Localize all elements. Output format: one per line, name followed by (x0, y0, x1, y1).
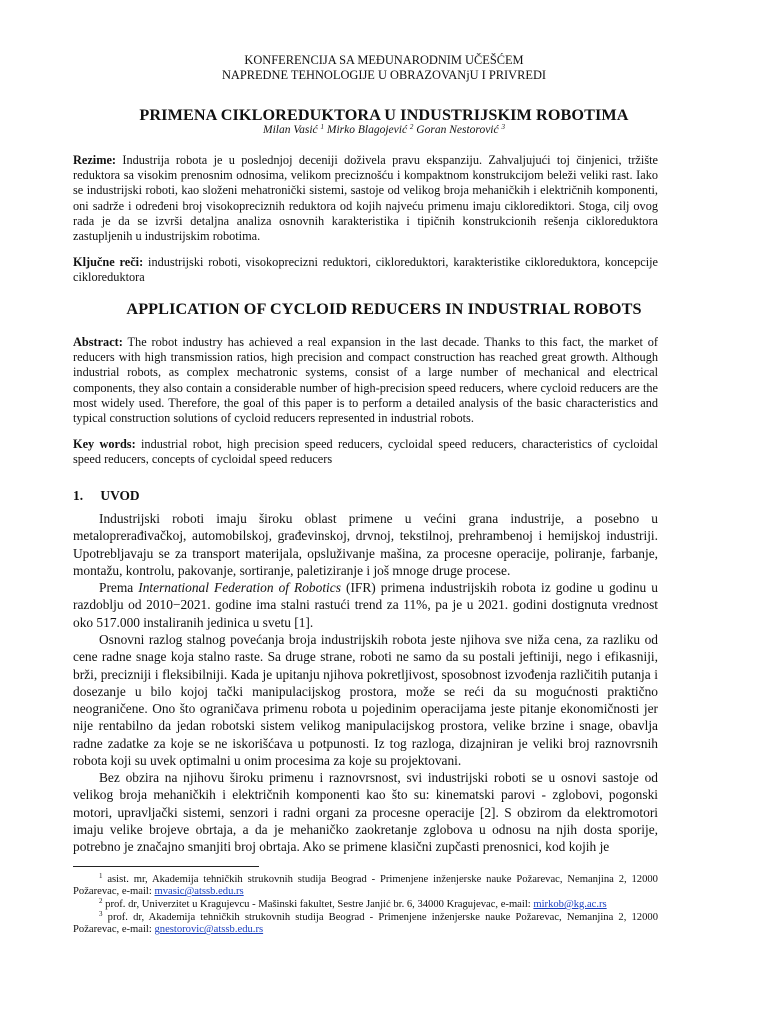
author-2: Mirko Blagojević (326, 124, 408, 136)
abstract-sr (73, 153, 658, 244)
footnote-1-mark: 1 (99, 872, 103, 880)
body-paragraph-3: Osnovni razlog stalnog povećanja broja industrijskih robota jeste njihova sve niža cena, za razliku od cene radne snage koja stalno raste. Sa druge strane, roboti ne samo da su postali jeftiniji, nego i efikasniji, brži, precizniji i fleksibilniji. Kada je upitanju njihova pokretljivost, sposobnost izvođenja različitih putanja i dosezanje u bilo kojoj tački manipulacijskog prostora, može se reći da su mogućnosti praktično neograničene. Ono što ograničava primenu robota u pojedinim operacijama jeste pitanje ekonomičnosti jer nije rentabilno da jedan robotski sistem velikog manipulacijskog prostora, velike brzine i snage, obavlja radne zadatke za koje se ne iskorišćava u potpunosti. Iz tog razloga, dizajniran je veliki broj raznovrsnih robota koji su uvek optimalni u onim procesima za koje su projektovani. (73, 632, 658, 769)
abstract-sr-label: Rezime: (73, 153, 117, 167)
keywords-sr-text: industrijski roboti, visokoprecizni reduktori, cikloreduktori, karakteristike cikloreduktora, koncepcije cikloreduktora (73, 255, 658, 285)
conference-name (0, 53, 768, 83)
author-3: Goran Nestorović (416, 124, 499, 136)
body-paragraph-1: Industrijski roboti imaju široku oblast primene u većini grana industrije, a posebno u metaloprerađivačkoj, automobilskoj, građevinskoj, drvnoj, tekstilnoj, prehrambenoj i hemijskoj industriji. Upotrebljavaju se za transport materijala, opsluživanje mašina, za procesne operacije, poliranje, farbanje, montažu, kontrolu, pakovanje, sortiranje, paletiziranje i još mnoge druge procese. (73, 511, 658, 578)
footnote-1-email-link[interactable]: mvasic@atssb.edu.rs (154, 886, 244, 898)
abstract-en-text: The robot industry has achieved a real expansion in the last decade. Thanks to this fact, the market of reducers with high transmission ratios, high precision and compact construction has reached great growth. Although industrial robots, as complex mechatronic systems, consist of a large number of mechanical and electrical components, they also contain a considerable number of high-precision speed reducers, where cycloid reducers are the most widely used. Therefore, the goal of this paper is to perform a detailed analysis of the basic characteristics and typical construction solutions of cycloid reducers represented in industrial robots. (73, 335, 658, 426)
footnote-3 (73, 912, 658, 936)
footnote-1 (73, 874, 658, 898)
author-2-mark: 2 (409, 123, 414, 131)
footnote-2 (73, 899, 658, 911)
footnote-2-text: prof. dr, Univerzitet u Kragujevcu - Mašinski fakultet, Sestre Janjić br. 6, 34000 Kragujevac, e-mail: (105, 899, 534, 910)
abstract-en (73, 335, 658, 426)
section-1-number: 1. (73, 488, 84, 503)
abstract-en-label: Abstract: (73, 335, 123, 349)
section-1-title: UVOD (100, 488, 140, 503)
section-1-heading (73, 488, 140, 504)
footnote-3-mark: 3 (99, 910, 103, 918)
footnote-2-mark: 2 (99, 897, 103, 905)
author-1: Milan Vasić (263, 124, 318, 136)
keywords-en-label: Key words: (73, 437, 136, 451)
author-list (0, 124, 768, 136)
body-paragraph-2-after: (IFR) primena industrijskih robota iz godine u godinu u razdoblju od 2010−2021. godine ima stalni rastući trend za 11%, pa je u 2021. godini dostignuta vrednost oko 517.000 instaliranih jedinica u svetu [1]. (73, 580, 658, 630)
keywords-sr (73, 255, 658, 285)
footnote-separator (73, 866, 259, 867)
body-paragraph-4: Bez obzira na njihovu široku primenu i raznovrsnost, svi industrijski roboti se u osnovi sastoje od velikog broja mehaničkih i električnih komponenti kao što su: kinematski parovi - zglobovi, pogonski motori, upravljački sistemi, senzori i radni organi za procesne operacije [2]. S obzirom da elektromotori imaju velike brojeve obrtaja, a da je mehaničko zaokretanje zglobova u odnosu na njih dosta sporije, potrebno je značajno smanjiti broj obrtaja. Ako se primene klasični zupčasti prenosnici, kod kojih je (73, 770, 658, 855)
body-paragraph-2 (73, 579, 658, 631)
footnote-1-text: asist. mr, Akademija tehničkih strukovnih studija Beograd - Primenjene inženjerske nauke Požarevac, Nemanjina 2, 12000 Požarevac, e-mail: (73, 874, 658, 898)
conference-line-1: KONFERENCIJA SA MEĐUNARODNIM UČEŠĆEM (244, 53, 524, 67)
abstract-sr-text: Industrija robota je u poslednjoj deceniji doživela pravu ekspanziju. Zahvaljujući toj činjenici, tržište reduktora sa visokim prenosnim odnosima, velikom preciznošću i kompaktnom konstrukcijom beleži veliki rast. Iako se industrijski roboti, kao složeni mehatronički sistemi, sastoje od velikog broja mehaničkih i električnih komponenti, oni sadrže i određeni broj visokopreciznih reduktora od kojih najveću primenu imaju ciklorediktori. Stoga, cilj ovog rada je da se izvrši detaljna analiza osnovnih karakteristika i tipičnih konstrukcionih rešenja cikloreduktora zastupljenih u industrijskim robotima. (73, 153, 658, 244)
body-paragraph-2-before: Prema (99, 580, 139, 595)
keywords-sr-label: Ključne reči: (73, 255, 144, 269)
footnote-2-email-link[interactable]: mirkob@kg.ac.rs (533, 899, 607, 910)
conference-line-2: NAPREDNE TEHNOLOGIJE U OBRAZOVANjU I PRIVREDI (221, 68, 547, 82)
keywords-en-text: industrial robot, high precision speed reducers, cycloidal speed reducers, characteristics of cycloidal speed reducers, concepts of cycloidal speed reducers (73, 437, 659, 467)
footnote-3-text: prof. dr, Akademija tehničkih strukovnih studija Beograd - Primenjene inženjerske nauke Požarevac, Nemanjina 2, 12000 Požarevac, e-mail: (73, 912, 658, 936)
paper-title-sr: PRIMENA CIKLOREDUKTORA U INDUSTRIJSKIM ROBOTIMA (139, 106, 629, 124)
ifr-name: International Federation of Robotics (138, 580, 341, 595)
keywords-en (73, 437, 658, 467)
author-3-mark: 3 (501, 123, 505, 131)
paper-title-en: APPLICATION OF CYCLOID REDUCERS IN INDUSTRIAL ROBOTS (126, 300, 642, 318)
footnote-3-email-link[interactable]: gnestorovic@atssb.edu.rs (154, 924, 264, 936)
author-1-mark: 1 (320, 123, 325, 131)
